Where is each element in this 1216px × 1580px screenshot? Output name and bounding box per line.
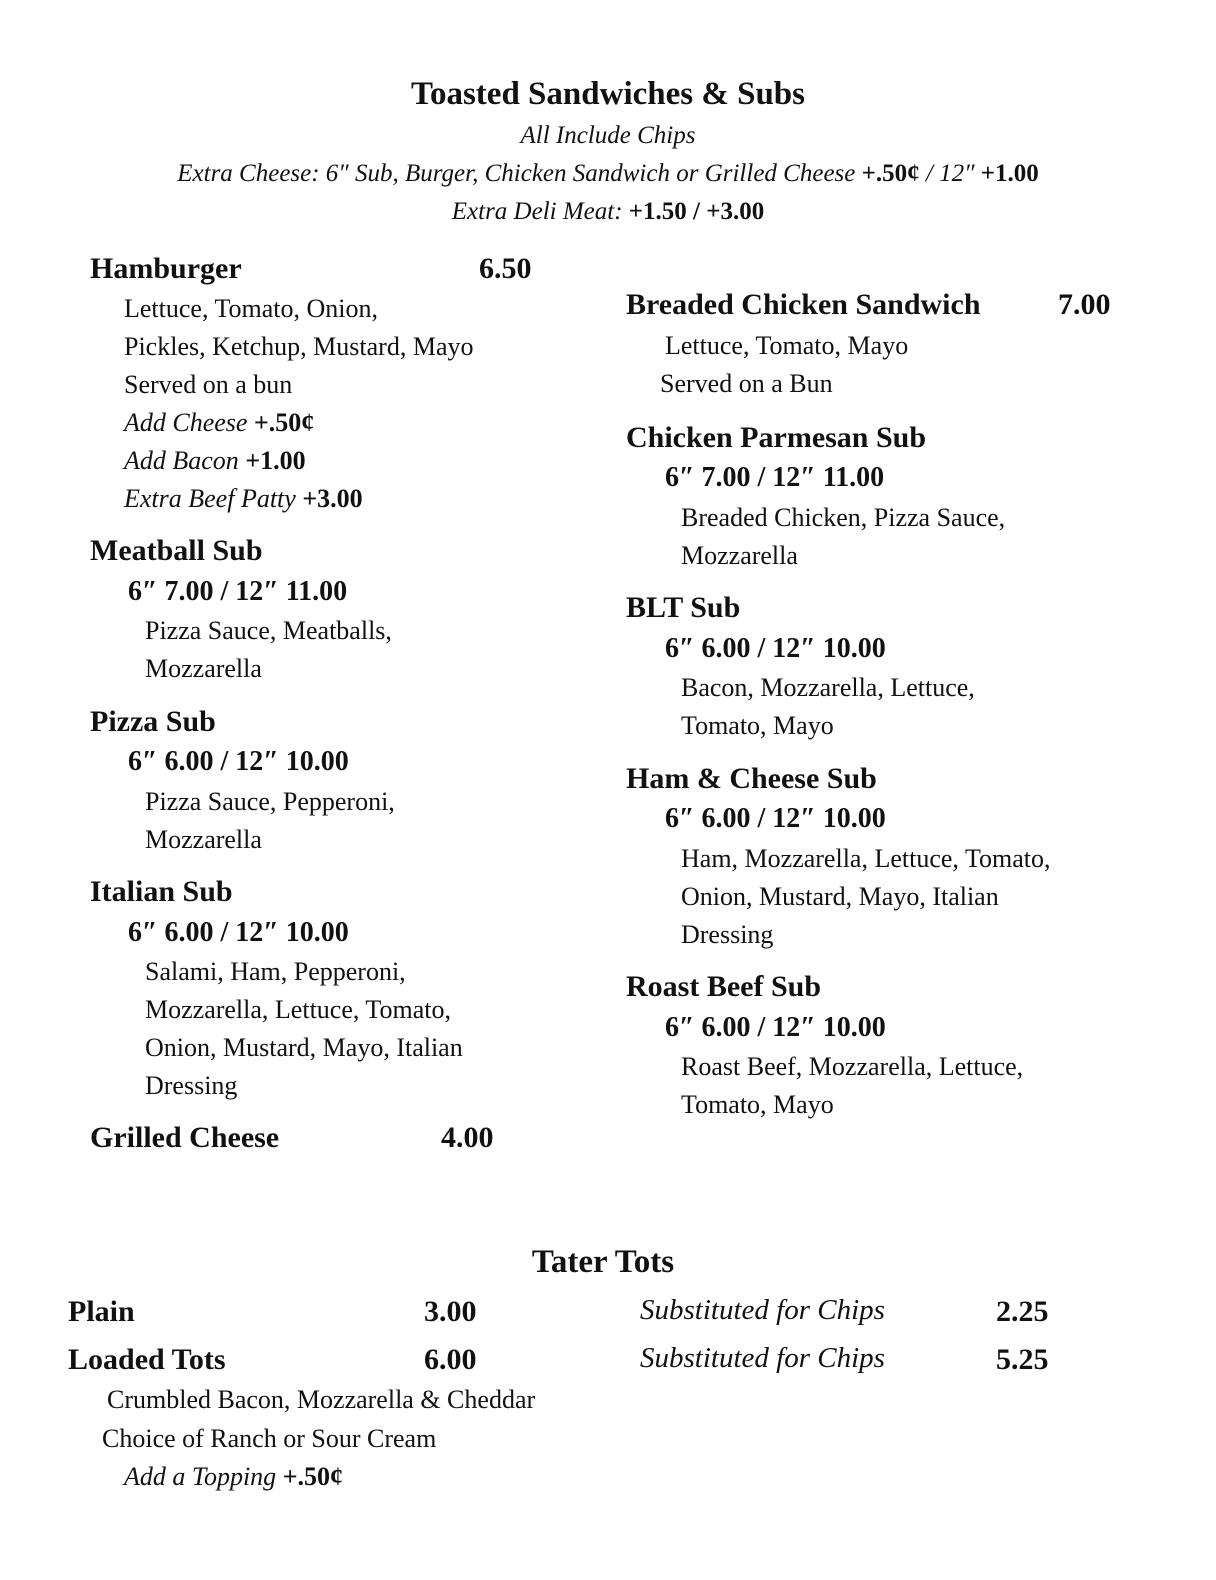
ham-cheese-desc-2: Onion, Mustard, Mayo, Italian [681, 882, 999, 911]
grilled-cheese-price: 4.00 [441, 1121, 494, 1154]
loaded-tots-addon [124, 1462, 343, 1492]
addon-price: +.50¢ [282, 1462, 344, 1491]
addon-price: +.50¢ [253, 408, 315, 437]
italian-desc-4: Dressing [145, 1071, 238, 1100]
extra-cheese-sep: / 12″ [919, 160, 981, 187]
plain-tots-price: 3.00 [424, 1295, 477, 1328]
page-subtitle: All Include Chips [520, 122, 696, 149]
extra-cheese-price-6: +.50¢ [861, 160, 920, 187]
pizza-sizes: 6″ 6.00 / 12″ 10.00 [128, 746, 349, 777]
hamburger-desc-2: Pickles, Ketchup, Mustard, Mayo [124, 332, 474, 361]
roast-beef-sizes: 6″ 6.00 / 12″ 10.00 [665, 1012, 886, 1043]
breaded-chicken-price: 7.00 [1058, 288, 1111, 321]
extra-deli-price: +1.50 / +3.00 [628, 198, 765, 225]
italian-name: Italian Sub [90, 875, 233, 908]
pizza-desc-1: Pizza Sauce, Pepperoni, [145, 787, 395, 816]
extra-cheese-price-12: +1.00 [980, 160, 1039, 187]
breaded-chicken-desc-1: Lettuce, Tomato, Mayo [665, 331, 909, 360]
italian-desc-1: Salami, Ham, Pepperoni, [145, 957, 406, 986]
meatball-desc-1: Pizza Sauce, Meatballs, [145, 616, 392, 645]
plain-tots-sub-label: Substituted for Chips [640, 1294, 885, 1326]
loaded-tots-desc-1: Crumbled Bacon, Mozzarella & Cheddar [107, 1385, 536, 1414]
blt-desc-1: Bacon, Mozzarella, Lettuce, [681, 673, 975, 702]
meatball-desc-2: Mozzarella [145, 654, 262, 683]
hamburger-price: 6.50 [479, 252, 532, 285]
hamburger-desc-3: Served on a bun [124, 370, 293, 399]
extra-deli-label: Extra Deli Meat: [451, 198, 623, 225]
loaded-tots-price: 6.00 [424, 1343, 477, 1376]
addon-label: Add a Topping [124, 1462, 277, 1491]
chicken-parmesan-sizes: 6″ 7.00 / 12″ 11.00 [665, 462, 885, 493]
breaded-chicken-desc-2: Served on a Bun [660, 369, 833, 398]
pizza-name: Pizza Sub [90, 705, 216, 738]
hamburger-addon-bacon [124, 446, 306, 476]
ham-cheese-desc-3: Dressing [681, 920, 774, 949]
chicken-parmesan-desc-1: Breaded Chicken, Pizza Sauce, [681, 503, 1006, 532]
hamburger-name: Hamburger [90, 252, 242, 285]
ham-cheese-sizes: 6″ 6.00 / 12″ 10.00 [665, 803, 886, 834]
hamburger-addon-patty [124, 484, 363, 514]
ham-cheese-desc-1: Ham, Mozzarella, Lettuce, Tomato, [681, 844, 1051, 873]
page-title: Toasted Sandwiches & Subs [410, 76, 805, 112]
chicken-parmesan-desc-2: Mozzarella [681, 541, 798, 570]
loaded-tots-sub-label: Substituted for Chips [640, 1342, 885, 1374]
tater-tots-title: Tater Tots [531, 1244, 675, 1280]
addon-label: Add Cheese [124, 408, 248, 437]
italian-desc-2: Mozzarella, Lettuce, Tomato, [145, 995, 451, 1024]
italian-sizes: 6″ 6.00 / 12″ 10.00 [128, 917, 349, 948]
addon-label: Extra Beef Patty [124, 484, 296, 513]
blt-desc-2: Tomato, Mayo [681, 711, 834, 740]
extra-deli-line [0, 198, 1216, 226]
meatball-name: Meatball Sub [90, 534, 263, 567]
blt-name: BLT Sub [626, 591, 741, 624]
plain-tots-sub-price: 2.25 [996, 1295, 1049, 1328]
blt-sizes: 6″ 6.00 / 12″ 10.00 [665, 633, 886, 664]
chicken-parmesan-name: Chicken Parmesan Sub [626, 421, 927, 454]
ham-cheese-name: Ham & Cheese Sub [626, 762, 877, 795]
hamburger-addon-cheese [124, 408, 314, 438]
addon-label: Add Bacon [124, 446, 239, 475]
roast-beef-desc-1: Roast Beef, Mozzarella, Lettuce, [681, 1052, 1024, 1081]
loaded-tots-name: Loaded Tots [68, 1343, 226, 1376]
roast-beef-desc-2: Tomato, Mayo [681, 1090, 834, 1119]
addon-price: +3.00 [302, 484, 363, 513]
plain-tots-name: Plain [68, 1295, 135, 1328]
grilled-cheese-name: Grilled Cheese [90, 1121, 280, 1154]
hamburger-desc-1: Lettuce, Tomato, Onion, [124, 294, 379, 323]
loaded-tots-sub-price: 5.25 [996, 1343, 1049, 1376]
addon-price: +1.00 [245, 446, 306, 475]
roast-beef-name: Roast Beef Sub [626, 970, 822, 1003]
extra-cheese-line [0, 160, 1216, 188]
loaded-tots-desc-2: Choice of Ranch or Sour Cream [102, 1424, 437, 1453]
meatball-sizes: 6″ 7.00 / 12″ 11.00 [128, 576, 348, 607]
pizza-desc-2: Mozzarella [145, 825, 262, 854]
extra-cheese-label: Extra Cheese: 6″ Sub, Burger, Chicken Sandwich or Grilled Cheese [177, 160, 856, 187]
italian-desc-3: Onion, Mustard, Mayo, Italian [145, 1033, 463, 1062]
breaded-chicken-name: Breaded Chicken Sandwich [626, 288, 981, 321]
